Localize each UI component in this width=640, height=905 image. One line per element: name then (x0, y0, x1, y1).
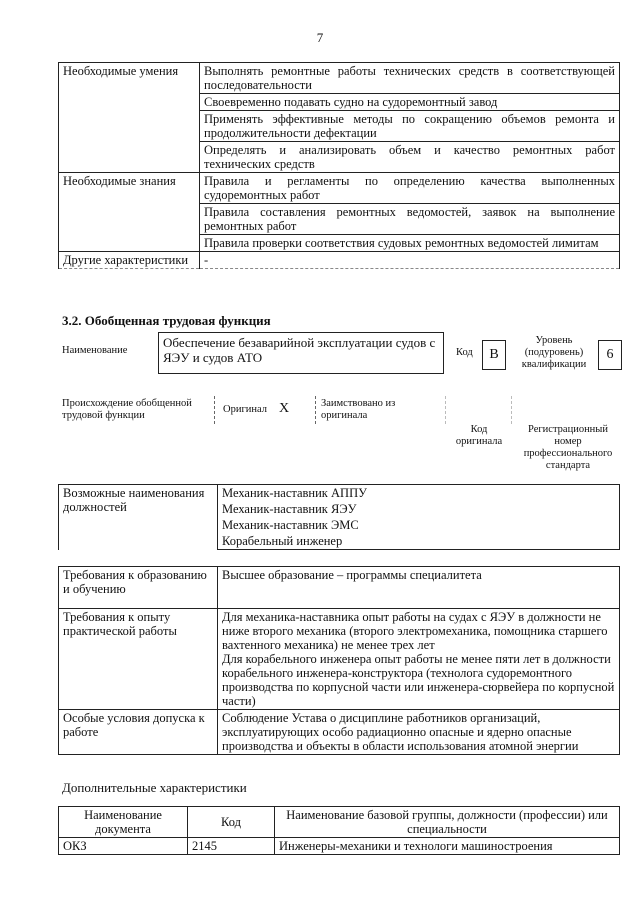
origin-divider (315, 396, 316, 424)
special-label: Особые условия допуска к работе (59, 710, 218, 755)
code-original-divider (445, 396, 446, 424)
name-label: Наименование (62, 345, 128, 356)
original-label: Оригинал (223, 404, 267, 415)
additional-table (58, 806, 620, 855)
section-title: 3.2. Обобщенная трудовая функция (62, 313, 271, 328)
experience-label: Требования к опыту практической работы (59, 609, 218, 710)
cell-code: 2145 (188, 838, 275, 855)
header-group: Наименование базовой группы, должности (профессии) или специальности (275, 807, 620, 838)
education-label: Требования к образованию и обучению (59, 567, 218, 609)
page-number: 7 (316, 30, 324, 45)
original-mark: X (279, 401, 290, 416)
reg-number-divider (511, 396, 512, 424)
code-label: Код (456, 347, 473, 358)
other-label: Другие характеристики (59, 252, 200, 269)
experience-value-1: Для механика-наставника опыт работы на судах с ЯЭУ в должности не ниже второго механика (второго электромеханика, помощника старшего вахтенного механика) не менее трех лет (222, 610, 608, 652)
header-code: Код (188, 807, 275, 838)
code-value: B (489, 347, 499, 362)
name-box (158, 332, 444, 374)
skill-item: Выполнять ремонтные работы технических средств в соответствующей последовательности (200, 63, 620, 94)
experience-value-2: Для корабельного инженера опыт работы не менее пяти лет в должности корабельного инженера-конструктора (технолога судоремонтного производства по корпусной части или инженера-сюрвейера по корпусной части) (222, 652, 615, 708)
name-value: Обеспечение безаварийной эксплуатации судов с ЯЭУ и судов АТО (163, 335, 436, 365)
education-value: Высшее образование – программы специалитета (218, 567, 620, 609)
reg-number-label: Регистрационный номер профессионального стандарта (523, 424, 613, 471)
origin-label: Происхождение обобщенной трудовой функции (62, 398, 192, 421)
borrowed-label: Заимствовано из оригинала (321, 398, 396, 421)
code-original-label: Код оригинала (455, 424, 503, 447)
experience-value (218, 609, 620, 710)
level-value: 6 (606, 347, 614, 362)
positions-label: Возможные наименования должностей (59, 485, 218, 550)
level-label: Уровень (подуровень) квалификации (521, 335, 587, 370)
table-row (59, 838, 620, 855)
position-item: Механик-наставник ЯЭУ (218, 501, 620, 517)
position-item: Механик-наставник ЭМС (218, 517, 620, 533)
origin-row (214, 396, 515, 424)
requirements-table (58, 566, 620, 755)
other-value: - (200, 252, 620, 269)
skill-item: Определять и анализировать объем и качество ремонтных работ технических средств (200, 142, 620, 173)
position-item: Корабельный инженер (218, 533, 620, 550)
knowledge-item: Правила и регламенты по определению качества выполненных судоремонтных работ (200, 173, 620, 204)
cell-document: ОКЗ (59, 838, 188, 855)
skills-knowledge-table (58, 62, 620, 269)
positions-table (58, 484, 620, 550)
knowledge-label: Необходимые знания (59, 173, 200, 252)
knowledge-item: Правила составления ремонтных ведомостей, заявок на выполнение ремонтных работ (200, 204, 620, 235)
skill-item: Применять эффективные методы по сокращению объемов ремонта и продолжительности дефектации (200, 111, 620, 142)
header-document: Наименование документа (59, 807, 188, 838)
special-value: Соблюдение Устава о дисциплине работников организаций, эксплуатирующих особо радиационно опасные и ядерно опасные производства и объекты в области использования атомной энергии (218, 710, 620, 755)
level-box (598, 340, 622, 370)
knowledge-item: Правила проверки соответствия судовых ремонтных ведомостей лимитам (200, 235, 620, 252)
additional-title: Дополнительные характеристики (62, 780, 247, 795)
code-box (482, 340, 506, 370)
cell-group: Инженеры-механики и технологи машиностроения (275, 838, 620, 855)
skill-item: Своевременно подавать судно на судоремонтный завод (200, 94, 620, 111)
position-item: Механик-наставник АППУ (218, 485, 620, 502)
skills-label: Необходимые умения (59, 63, 200, 173)
